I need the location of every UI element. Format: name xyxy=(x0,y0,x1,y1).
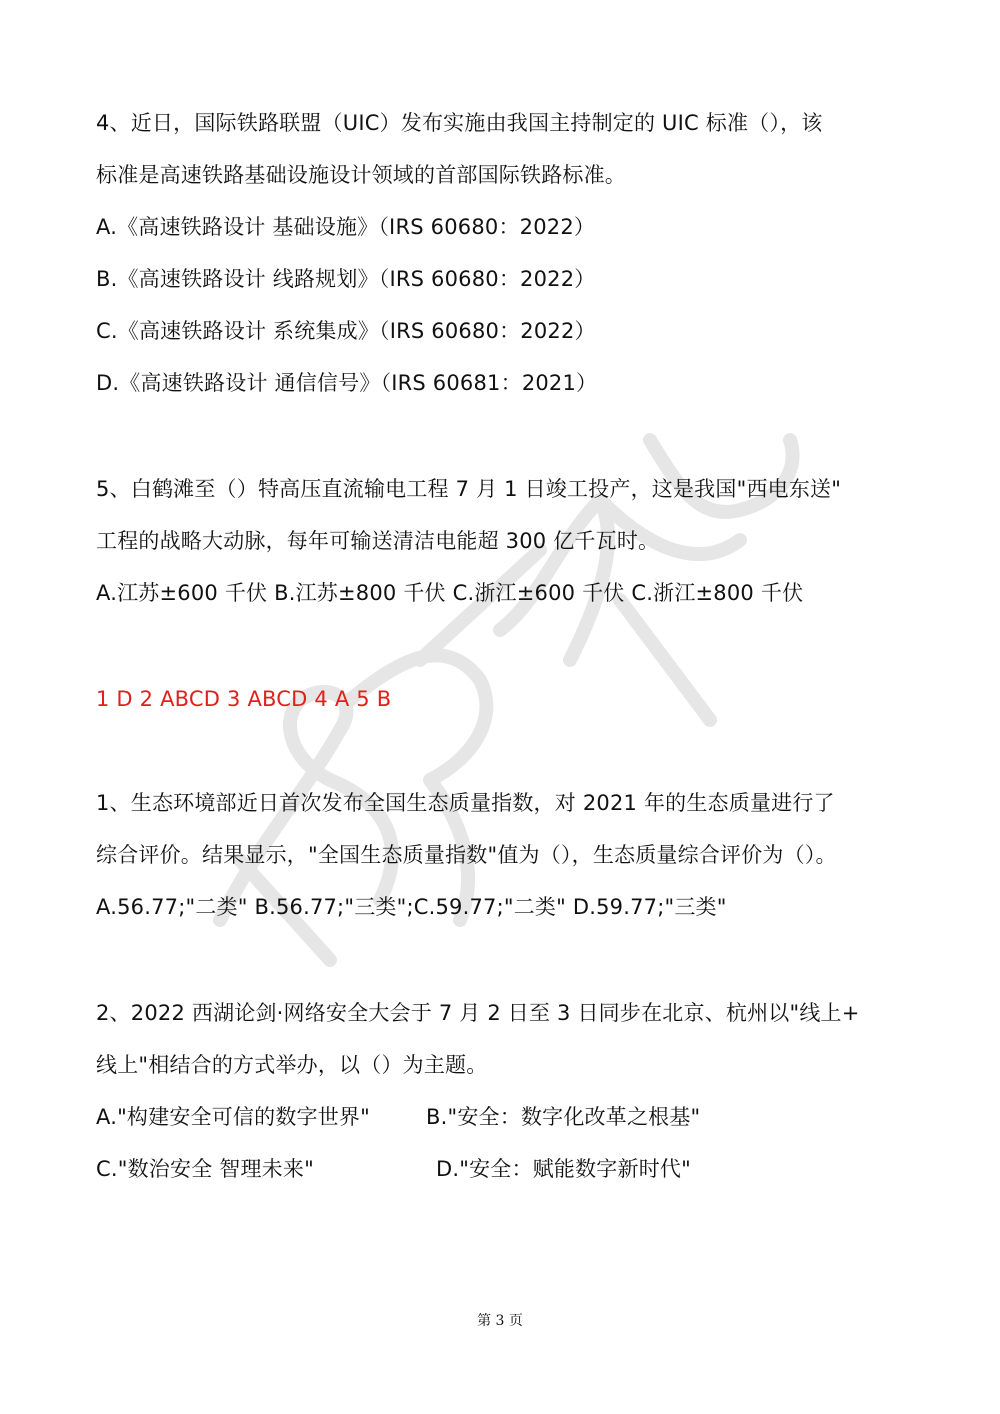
q5-stem-line2: 工程的战略大动脉，每年可输送清洁电能超 300 亿千瓦时。 xyxy=(96,529,660,553)
q4-option-d: D.《高速铁路设计 通信信号》（IRS 60681：2021） xyxy=(96,371,598,395)
q4-option-a: A.《高速铁路设计 基础设施》（IRS 60680：2022） xyxy=(96,215,596,239)
q5-stem-line1: 5、白鹤滩至（）特高压直流输电工程 7 月 1 日竣工投产，这是我国"西电东送" xyxy=(96,477,842,501)
q2-option-c: C."数治安全 智理未来" xyxy=(96,1157,314,1181)
page-number: 第 3 页 xyxy=(477,1313,523,1329)
q1-stem-line2: 综合评价。结果显示，"全国生态质量指数"值为（），生态质量综合评价为（）。 xyxy=(96,843,837,867)
q2-stem-line2: 线上"相结合的方式举办，以（）为主题。 xyxy=(96,1053,488,1077)
q4-option-c: C.《高速铁路设计 系统集成》（IRS 60680：2022） xyxy=(96,319,596,343)
q4-option-b: B.《高速铁路设计 线路规划》（IRS 60680：2022） xyxy=(96,267,596,291)
q4-stem-line2: 标准是高速铁路基础设施设计领域的首部国际铁路标准。 xyxy=(96,163,626,187)
q2-option-d: D."安全：赋能数字新时代" xyxy=(436,1157,691,1181)
q2-option-a: A."构建安全可信的数字世界" xyxy=(96,1105,370,1129)
answer-key: 1 D 2 ABCD 3 ABCD 4 A 5 B xyxy=(96,687,392,711)
q4-stem-line1: 4、近日，国际铁路联盟（UIC）发布实施由我国主持制定的 UIC 标准（），该 xyxy=(96,111,823,135)
q1-stem-line1: 1、生态环境部近日首次发布全国生态质量指数，对 2021 年的生态质量进行了 xyxy=(96,791,835,815)
q1-options: A.56.77;"二类" B.56.77;"三类";C.59.77;"二类" D.59.77;"三类" xyxy=(96,895,727,919)
q2-option-b: B."安全：数字化改革之根基" xyxy=(426,1105,701,1129)
q5-options: A.江苏±600 千伏 B.江苏±800 千伏 C.浙江±600 千伏 C.浙江±800 千伏 xyxy=(96,581,804,605)
q2-stem-line1: 2、2022 西湖论剑·网络安全大会于 7 月 2 日至 3 日同步在北京、杭州以"线上+ xyxy=(96,1001,860,1025)
